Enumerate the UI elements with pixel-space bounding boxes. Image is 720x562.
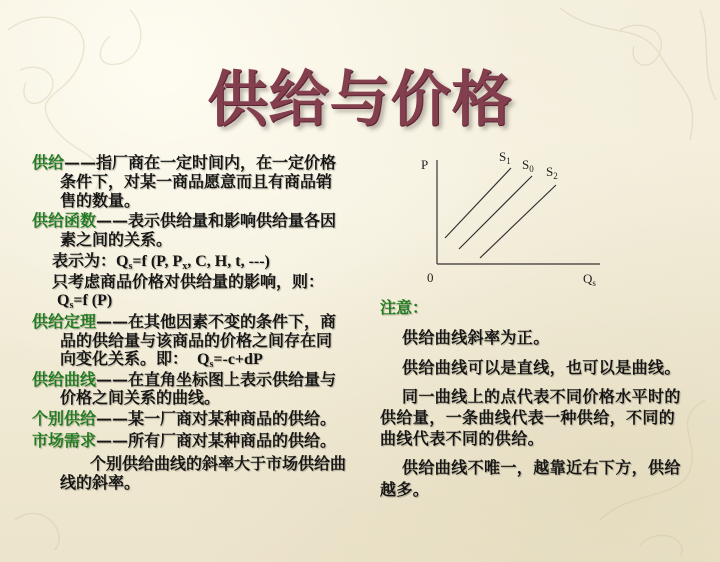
supply-term: 供给 [32,153,65,172]
x-axis-label-letter: Q [583,271,593,286]
origin-label: 0 [427,270,434,285]
x-axis-label [583,271,596,287]
curve-label-letter: S [546,164,554,179]
supply-law-line [32,312,336,332]
supply-function-formula [52,251,270,272]
note-item-line: 曲线代表不同的供给。 [380,429,545,448]
supply-law-text: 向变化关系。即： [60,349,189,368]
note-item-line: 供给量，一条曲线代表一种供给，不同的 [380,408,676,427]
supply-curve-text: ——在直角坐标图上表示供给量与 [96,370,337,389]
price-only-formula [57,290,112,311]
formula-part: =f (P) [73,292,113,309]
slope-comparison-line: 线的斜率。 [60,473,141,492]
curve-label-s2 [546,164,558,180]
market-demand-term: 市场需求 [32,431,97,450]
diagram-canvas [415,150,615,275]
formula-part: =-c+dP [213,351,263,368]
supply-function-line: 素之间的关系。 [60,230,173,249]
curve-label-subscript: 1 [506,156,511,166]
curve-label-s0 [522,157,534,173]
supply-curve-s1 [445,168,511,238]
note-item-line: 同一曲线上的点代表不同价格水平时的 [402,387,681,406]
formula-intro: 表示为： [52,251,117,270]
supply-function-line [32,211,336,231]
supply-function-text: ——表示供给量和影响供给量各因 [96,211,337,230]
formula-subscript: s [209,359,214,370]
note-item-line: 越多。 [380,480,430,499]
price-only-note: 只考虑商品价格对供给量的影响，则： [52,272,325,291]
supply-curve-line [32,370,336,390]
individual-supply-term: 个别供给 [32,409,97,428]
x-axis-label-subscript: s [592,278,596,288]
formula-part: Q [116,253,129,270]
supply-law-text: ——在其他因素不变的条件下，商 [96,312,337,331]
formula-subscript: s [69,300,74,311]
supply-curve-s2 [480,185,556,258]
supply-law-line: 品的供给量与该商品的价格之间存在同 [60,331,333,350]
supply-law-line [60,349,263,370]
supply-definition-text: ——指厂商在一定时间内，在一定价格 [64,153,337,172]
curve-label-letter: S [522,157,530,172]
supply-curve-s0 [459,176,532,249]
supply-definition-line: 售的数量。 [60,191,141,210]
formula-subscript: s [128,261,133,272]
formula-subscript: x [182,261,188,272]
curve-label-letter: S [499,149,507,164]
market-demand-text: ——所有厂商对某种商品的供给。 [96,431,337,450]
supply-definition-line [32,153,336,173]
y-axis-label: P [421,157,429,172]
note-item-line: 供给曲线不唯一，越靠近右下方，供给 [402,458,681,477]
note-item: 供给曲线可以是直线，也可以是曲线。 [402,358,681,377]
curve-label-s1 [499,149,511,165]
note-item: 供给曲线斜率为正。 [402,328,550,347]
slide-title: 供给与价格 [207,65,513,135]
market-demand-line [32,431,336,451]
individual-supply-line [32,409,336,429]
supply-definition-line: 条件下，对某一商品愿意而且有商品销 [60,172,333,191]
supply-curve-line: 价格之间关系的曲线。 [60,388,221,407]
curve-label-subscript: 2 [553,171,558,181]
formula-part: Q [57,292,70,309]
slope-comparison-line: 个别供给曲线的斜率大于市场供给曲 [90,454,347,473]
formula-part: Q [197,351,210,368]
individual-supply-text: ——某一厂商对某种商品的供给。 [96,409,337,428]
supply-law-term: 供给定理 [32,312,97,331]
notes-heading: 注意： [380,298,429,317]
formula-part: , C, H, t, ---) [187,253,270,270]
formula-part: =f (P, P [132,253,183,270]
curve-label-subscript: 0 [529,164,534,174]
supply-function-term: 供给函数 [32,211,97,230]
supply-curve-term: 供给曲线 [32,370,97,389]
